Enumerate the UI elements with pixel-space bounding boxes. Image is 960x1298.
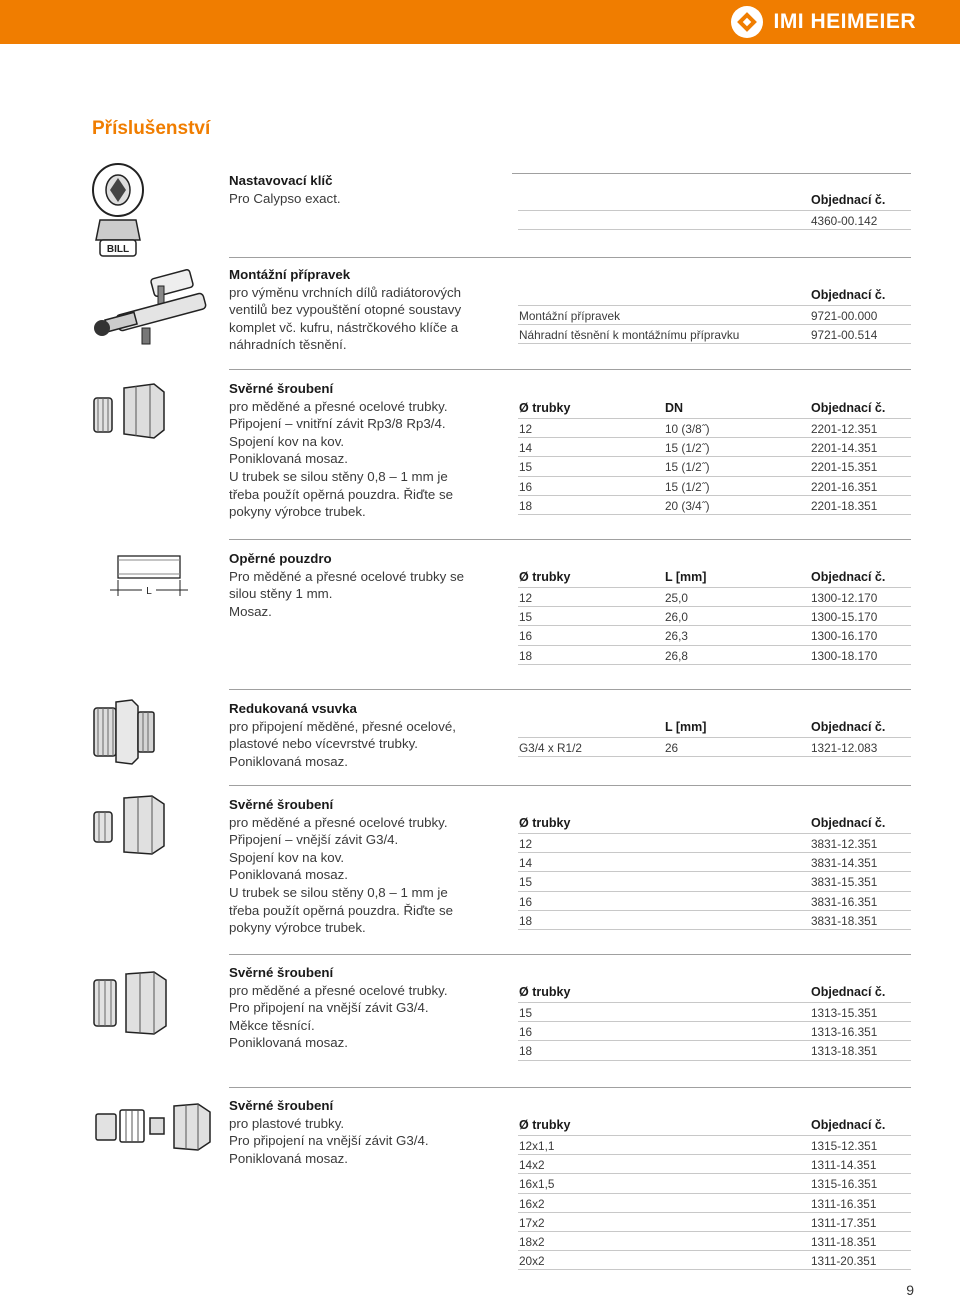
compression-fitting-image — [90, 792, 170, 858]
table-row: 12 10 (3/8˝) 2201-12.351 — [518, 419, 911, 438]
table-row: 16x2 1311-16.351 — [518, 1194, 911, 1213]
table-row: 18 3831-18.351 — [518, 911, 911, 930]
imi-logo-icon — [731, 6, 763, 38]
section-description: Redukovaná vsuvka pro připojení měděné, přesné ocelové, plastové nebo vícevrstvé trubky. Poniklovaná mosaz. — [229, 700, 499, 770]
table-row: 4360-00.142 — [518, 211, 911, 230]
section-description: Svěrné šroubení pro plastové trubky. Pro připojení na vnější závit G3/4. Poniklovaná mosaz. — [229, 1097, 499, 1167]
table-row: 18 20 (3/4˝) 2201-18.351 — [518, 496, 911, 515]
header-bar — [0, 0, 960, 44]
order-table — [518, 190, 911, 230]
section-title: Opěrné pouzdro — [229, 551, 332, 566]
table-row: 15 26,0 1300-15.170 — [518, 607, 911, 626]
section-description: Svěrné šroubení pro měděné a přesné ocelové trubky. Pro připojení na vnější závit G3/4. Měkce těsnící. Poniklovaná mosaz. — [229, 964, 499, 1052]
section-description: Nastavovací klíč Pro Calypso exact. — [229, 172, 499, 207]
table-header: Ø trubky DN Objednací č. — [518, 398, 911, 419]
section-description: Svěrné šroubení pro měděné a přesné ocelové trubky. Připojení – vnitřní závit Rp3/8 Rp3/4. Spojení kov na kov. Poniklovaná mosaz. U trubek se silou stěny 0,8 – 1 mm je třeba použít opěrná pouzdra. Řiďte se pokyny výrobce trubek. — [229, 380, 499, 521]
support-sleeve-drawing — [108, 552, 188, 604]
soft-seal-fitting-image — [90, 968, 172, 1038]
section-description: Montážní přípravek pro výměnu vrchních dílů radiátorových ventilů bez vypouštění otopné soustavy komplet vč. kufru, nástrčkového klíče a náhradních těsnění. — [229, 266, 499, 354]
key-label: BILL — [106, 244, 130, 255]
table-header: Objednací č. — [518, 190, 911, 211]
table-row: 16 3831-16.351 — [518, 892, 911, 911]
section-title: Redukovaná vsuvka — [229, 701, 357, 716]
order-table — [518, 982, 911, 1061]
order-table — [518, 567, 911, 665]
table-row: 18x2 1311-18.351 — [518, 1232, 911, 1251]
table-header: Ø trubky L [mm] Objednací č. — [518, 567, 911, 588]
table-header: Ø trubky Objednací č. — [518, 813, 911, 834]
order-table — [518, 813, 911, 930]
table-row: 12x1,1 1315-12.351 — [518, 1136, 911, 1155]
section-title: Svěrné šroubení — [229, 965, 334, 980]
section-title: Svěrné šroubení — [229, 1098, 334, 1113]
table-header: Ø trubky Objednací č. — [518, 982, 911, 1003]
order-table — [518, 1115, 911, 1270]
table-row: Náhradní těsnění k montážnímu přípravku 9721-00.514 — [518, 325, 911, 344]
section-divider — [229, 257, 911, 258]
table-row: 15 3831-15.351 — [518, 872, 911, 891]
compression-fitting-image — [90, 378, 170, 440]
table-row: 16 1313-16.351 — [518, 1022, 911, 1041]
section-divider — [229, 1087, 911, 1088]
brand-name: IMI HEIMEIER — [773, 10, 916, 33]
section-divider — [229, 369, 911, 370]
section-description: Svěrné šroubení pro měděné a přesné ocelové trubky. Připojení – vnější závit G3/4. Spojení kov na kov. Poniklovaná mosaz. U trubek se silou stěny 0,8 – 1 mm je třeba použít opěrná pouzdra. Řiďte se pokyny výrobce trubek. — [229, 796, 499, 937]
section-divider — [229, 539, 911, 540]
table-row: 14 3831-14.351 — [518, 853, 911, 872]
brand-logo — [731, 6, 916, 38]
table-row: 14x2 1311-14.351 — [518, 1155, 911, 1174]
section-divider — [229, 689, 911, 690]
section-description: Opěrné pouzdro Pro měděné a přesné ocelové trubky se silou stěny 1 mm. Mosaz. — [229, 550, 499, 620]
section-title: Svěrné šroubení — [229, 381, 334, 396]
section-title: Svěrné šroubení — [229, 797, 334, 812]
adjustment-key-image — [90, 158, 146, 264]
table-row: 12 25,0 1300-12.170 — [518, 588, 911, 607]
table-header: Objednací č. — [518, 285, 911, 306]
table-row: 17x2 1311-17.351 — [518, 1213, 911, 1232]
page-title: Příslušenství — [92, 118, 211, 139]
table-row: 16 26,3 1300-16.170 — [518, 626, 911, 645]
table-header: Ø trubky Objednací č. — [518, 1115, 911, 1136]
dimension-label: L — [146, 586, 152, 597]
page-number: 9 — [906, 1282, 914, 1298]
order-table — [518, 398, 911, 515]
plastic-pipe-fitting-image — [94, 1100, 214, 1154]
section-title: Nastavovací klíč — [229, 173, 333, 188]
table-row: 12 3831-12.351 — [518, 834, 911, 853]
table-row: 16 15 (1/2˝) 2201-16.351 — [518, 477, 911, 496]
reducing-nipple-image — [88, 696, 160, 768]
table-row: 18 26,8 1300-18.170 — [518, 646, 911, 665]
order-table — [518, 717, 911, 757]
table-row: 14 15 (1/2˝) 2201-14.351 — [518, 438, 911, 457]
order-table — [518, 285, 911, 344]
section-divider — [512, 173, 911, 174]
section-divider — [229, 785, 911, 786]
section-divider — [229, 954, 911, 955]
section-title: Montážní přípravek — [229, 267, 351, 282]
table-header: L [mm] Objednací č. — [518, 717, 911, 738]
table-row: 18 1313-18.351 — [518, 1041, 911, 1060]
table-row: G3/4 x R1/2 26 1321-12.083 — [518, 738, 911, 757]
table-row: 16x1,5 1315-16.351 — [518, 1174, 911, 1193]
table-row: Montážní přípravek 9721-00.000 — [518, 306, 911, 325]
mounting-tool-image — [88, 268, 216, 354]
table-row: 20x2 1311-20.351 — [518, 1251, 911, 1270]
table-row: 15 15 (1/2˝) 2201-15.351 — [518, 457, 911, 476]
table-row: 15 1313-15.351 — [518, 1003, 911, 1022]
